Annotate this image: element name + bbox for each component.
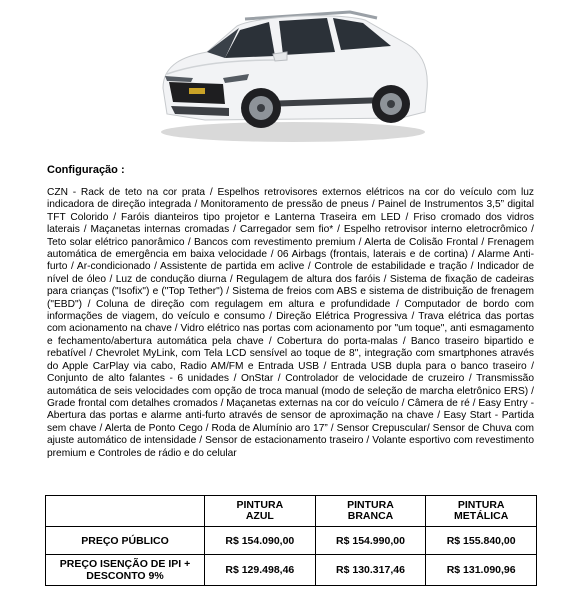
header-pintura-metalica (426, 496, 537, 527)
header-label: PINTURA (457, 498, 505, 511)
header-color: AZUL (245, 510, 274, 522)
header-empty-cell (46, 496, 205, 527)
header-label: PINTURA (236, 498, 284, 511)
header-pintura-branca (315, 496, 426, 527)
price-cell: R$ 130.317,46 (315, 555, 426, 586)
price-cell: R$ 155.840,00 (426, 527, 537, 555)
price-cell: R$ 154.090,00 (205, 527, 316, 555)
price-table-header-row (46, 496, 537, 527)
table-row (46, 555, 537, 586)
price-cell: R$ 131.090,96 (426, 555, 537, 586)
price-cell: R$ 129.498,46 (205, 555, 316, 586)
car-image (145, 4, 435, 144)
configuration-title: Configuração : (47, 164, 125, 176)
configuration-text: CZN - Rack de teto na cor prata / Espelhos retrovisores externos elétricos na cor do veículo com luz indicadora de direção integrada / Monitoramento de pressão de pneus / Painel de Instrumentos 3,5” digital TFT Colorido / Faróis dianteiros tipo projetor e Lanterna Traseira em LED / Friso cromado dos vidros laterais / Maçanetas internas cromadas / Carregador sem fio* / Espelho retrovisor interno eletrocrômico / Teto solar elétrico panorâmico / Bancos com revestimento premium / Alerta de Colisão Frontal / Frenagem automática de emergência em baixa velocidade / 06 Airbags (frontais, laterais e de cortina) / Alarme Anti-furto / Ar-condicionado / Assistente de partida em aclive / Controle de estabilidade e tração / Indicador de nível de óleo / Luz de condução diurna / Regulagem de altura dos faróis / Sistema de fixação de cadeiras para crianças ("Isofix") e ("Top Tether") / Sistema de freios com ABS e sistema de distribuição de frenagem ("EBD") / Coluna de direção com regulagem em altura e profundidade / Computador de bordo com informações de viagem, do veículo e consumo / Direção Elétrica Progressiva / Trava elétrica das portas com acionamento na chave / Vidro elétrico nas portas com acionamento por "um toque", anti esmagamento e fechamento/abertura automática pela chave / Cobertura do porta-malas / Banco traseiro bipartido e rebatível / Chevrolet MyLink, com Tela LCD sensível ao toque de 8", integração com smartphones através do Apple CarPlay via cabo, Radio AM/FM e Entrada USB / Entrada USB dupla para o banco traseiro / Conjunto de alto falantes - 6 unidades / OnStar / Controlador de velocidade de cruzeiro / Transmissão automática de seis velocidades com opção de troca manual (modo de seleção de marcha eletrônico ERS) / Grade frontal com detalhes cromados / Maçanetas externas na cor do veículo / Câmera de ré / Easy Entry - Abertura das portas e alarme anti-furto através de sensor de aproximação na chave / Easy Start - Partida sem chave / Alerta de Ponto Cego / Roda de Alumínio aro 17” / Sensor Crepuscular/ Sensor de Chuva com ajuste automático de intensidade / Sensor de estacionamento traseiro / Volante esportivo com revestimento premium e Controles de rádio e do celular (47, 187, 534, 459)
header-color: BRANCA (347, 510, 394, 522)
row-label-preco-isencao: PREÇO ISENÇÃO DE IPI + DESCONTO 9% (46, 555, 205, 586)
header-color: METÁLICA (454, 510, 509, 522)
row-label-preco-publico: PREÇO PÚBLICO (46, 527, 205, 555)
price-table (45, 495, 537, 586)
header-label: PINTURA (347, 498, 394, 511)
price-cell: R$ 154.990,00 (315, 527, 426, 555)
table-row (46, 527, 537, 555)
header-pintura-azul (205, 496, 316, 527)
